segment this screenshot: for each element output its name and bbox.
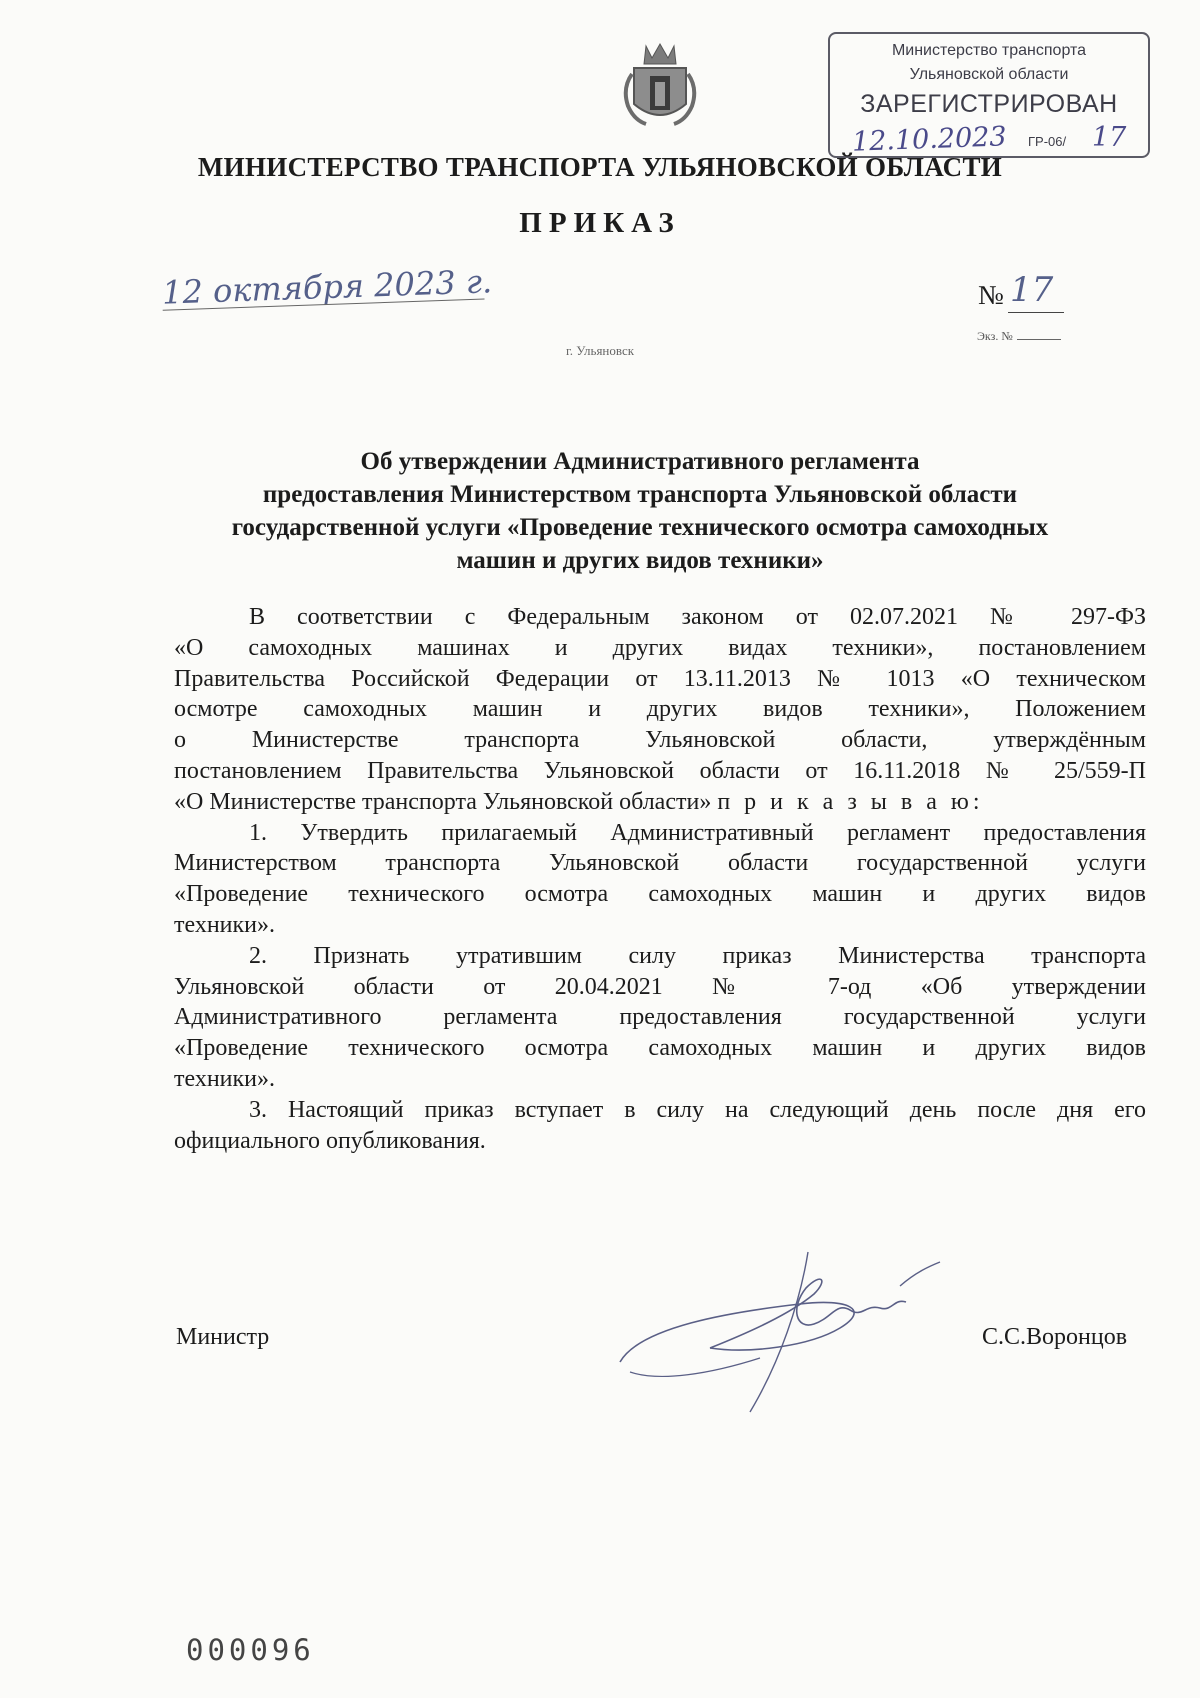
body-line: постановлением Правительства Ульяновской области от 16.11.2018 № 25/559-П bbox=[174, 757, 1146, 784]
body-line: 1. Утвердить прилагаемый Административный регламент предоставления bbox=[249, 819, 1146, 846]
body-line-text: «О Министерстве транспорта Ульяновской области» bbox=[174, 788, 712, 815]
body-line: «Проведение технического осмотра самоходных машин и других видов bbox=[174, 1035, 1146, 1062]
body-line: техники». bbox=[174, 911, 276, 938]
signature-icon bbox=[600, 1232, 960, 1422]
ministry-name: МИНИСТЕРСТВО ТРАНСПОРТА УЛЬЯНОВСКОЙ ОБЛАСТИ bbox=[197, 152, 1003, 182]
city: г. Ульяновск bbox=[565, 343, 635, 358]
body-line: Ульяновской области от 20.04.2021 № 7-од «Об утверждении bbox=[174, 973, 1146, 1000]
coat-of-arms-icon bbox=[620, 38, 700, 130]
title-line: государственной услуги «Проведение технического осмотра самоходных bbox=[231, 514, 1049, 541]
stamp-status: ЗАРЕГИСТРИРОВАН bbox=[860, 90, 1118, 118]
order-number-value: 17 bbox=[1010, 270, 1054, 310]
stamp-date: 12.10.2023 bbox=[851, 121, 1008, 158]
document-serial-number: 000096 bbox=[186, 1633, 315, 1667]
body-line: «Проведение технического осмотра самоходных машин и других видов bbox=[174, 881, 1146, 908]
body-line bbox=[174, 787, 1146, 818]
body-line: официального опубликования. bbox=[174, 1127, 486, 1154]
stamp-line-ministry: Министерство транспорта bbox=[891, 42, 1087, 59]
registration-stamp bbox=[828, 32, 1150, 158]
order-body bbox=[174, 602, 1146, 1156]
body-line: 2. Признать утратившим силу приказ Министерства транспорта bbox=[249, 942, 1146, 969]
body-line: Правительства Российской Федерации от 13.11.2013 № 1013 «О техническом bbox=[174, 665, 1146, 692]
title-line: Об утверждении Административного регламента bbox=[360, 448, 920, 475]
body-line: Административного регламента предоставления государственной услуги bbox=[174, 1004, 1146, 1031]
stamp-line-region: Ульяновской области bbox=[909, 66, 1069, 83]
signer-name: С.С.Воронцов bbox=[982, 1324, 1128, 1350]
body-line: техники». bbox=[174, 1065, 276, 1092]
body-line: о Министерстве транспорта Ульяновской области, утверждённым bbox=[174, 727, 1146, 754]
stamp-code: ГР-06/ bbox=[1028, 134, 1067, 149]
order-number bbox=[978, 270, 1054, 311]
order-title bbox=[160, 445, 1120, 577]
document-type: ПРИКАЗ bbox=[519, 207, 681, 239]
body-line: осмотре самоходных машин и других видов техники», Положением bbox=[174, 696, 1146, 723]
title-line: машин и других видов техники» bbox=[456, 547, 824, 574]
body-line: Министерством транспорта Ульяновской области государственной услуги bbox=[174, 850, 1146, 877]
copy-number bbox=[977, 329, 1061, 344]
signer-title: Министр bbox=[176, 1324, 270, 1350]
body-line: «О самоходных машинах и других видах техники», постановлением bbox=[174, 634, 1146, 661]
copy-number-label: Экз. № bbox=[977, 329, 1013, 343]
body-line: В соответствии с Федеральным законом от 02.07.2021 № 297-ФЗ bbox=[249, 604, 1146, 630]
body-line: 3. Настоящий приказ вступает в силу на следующий день после дня его bbox=[249, 1096, 1146, 1123]
stamp-code-number: 17 bbox=[1092, 122, 1127, 153]
order-date: 12 октября 2023 г. bbox=[161, 262, 493, 312]
order-verb: п р и к а з ы в а ю: bbox=[717, 788, 984, 815]
title-line: предоставления Министерством транспорта Ульяновской области bbox=[262, 481, 1018, 508]
order-number-label: № bbox=[978, 280, 1004, 310]
